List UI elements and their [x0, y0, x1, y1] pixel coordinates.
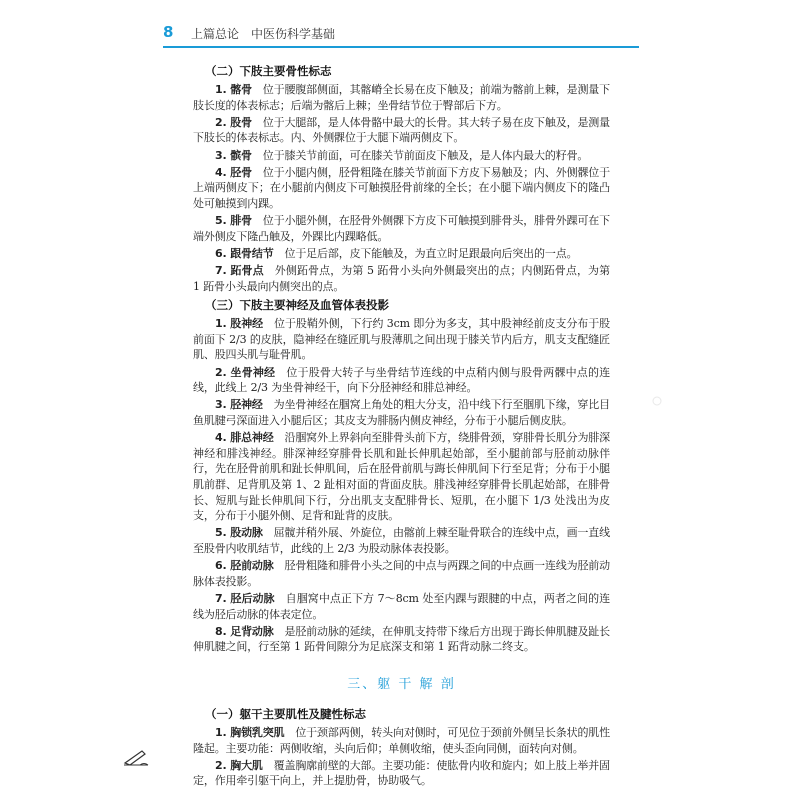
running-title: 上篇总论 中医伤科学基础 — [191, 27, 336, 41]
item-text: 屈髋并稍外展、外旋位，由髂前上棘至耻骨联合的连线中点，画一直线至股骨内收肌结节，此线的上 2/3 为股动脉体表投影。 — [193, 526, 610, 555]
page-body — [193, 60, 610, 790]
item-term: 5. 股动脉 — [215, 526, 263, 540]
item-text: 胫骨粗隆和腓骨小头之间的中点与两踝之间的中点画一连线为胫前动脉体表投影。 — [193, 559, 610, 588]
item-text: 位于腰腹部侧面，其髂嵴全长易在皮下触及；前端为髂前上棘，是测量下肢长度的体表标志；后端为髂后上棘；坐骨结节位于臀部后下方。 — [193, 83, 610, 112]
item-term: 2. 股骨 — [215, 115, 252, 129]
item-term: 4. 腓总神经 — [215, 431, 274, 445]
nerve-vessel-list — [193, 316, 610, 655]
paragraph-item — [193, 246, 610, 262]
header-rule — [163, 46, 639, 48]
section-heading-nerves-vessels: （三）下肢主要神经及血管体表投影 — [205, 298, 389, 313]
paragraph-item — [193, 591, 610, 622]
stain-mark — [652, 396, 662, 406]
paragraph-item — [193, 82, 610, 113]
paragraph-item — [193, 525, 610, 556]
trunk-landmark-list — [193, 725, 610, 789]
paragraph-item — [193, 397, 610, 428]
paragraph-item — [193, 558, 610, 589]
paragraph-item — [193, 213, 610, 244]
paragraph-item — [193, 148, 610, 164]
page-number: 8 — [163, 23, 174, 41]
item-term: 7. 胫后动脉 — [215, 591, 275, 605]
paragraph-item — [193, 316, 610, 363]
item-text: 是胫前动脉的延续，在伸肌支持带下缘后方出现于踇长伸肌腱及趾长伸肌腱之间，行至第 1 跖骨间隙分为足底深支和第 1 跖背动脉二终支。 — [193, 624, 610, 654]
item-term: 4. 胫骨 — [215, 165, 252, 179]
item-term: 6. 跟骨结节 — [215, 246, 274, 260]
item-term: 1. 股神经 — [215, 317, 264, 331]
item-term: 7. 跖骨点 — [215, 264, 264, 278]
item-term: 2. 胸大肌 — [215, 758, 263, 772]
item-text: 位于股鞘外侧，下行约 3cm 即分为多支，其中股神经前皮支分布于股前面下 2/3 的皮肤，隐神经在缝匠肌与股薄肌之间出现于膝关节内后方，肌支支配缝匠肌、股四头肌与耻骨肌。 — [193, 317, 610, 362]
paragraph-item — [193, 430, 610, 524]
item-term: 2. 坐骨神经 — [215, 365, 276, 379]
item-text: 位于小腿内侧，胫骨粗隆在膝关节前面下方皮下易触及；内、外侧髁位于上端两侧皮下；在小腿前内侧皮下可触摸胫骨前缘的全长；在小腿下端内侧皮下的隆凸处可触摸到内踝。 — [193, 165, 610, 210]
item-text: 位于股骨大转子与坐骨结节连线的中点稍内侧与股骨两髁中点的连线，此线上 2/3 为坐骨神经干，向下分胫神经和腓总神经。 — [193, 365, 610, 395]
item-term: 1. 胸锁乳突肌 — [215, 725, 285, 739]
hand-writing-icon — [122, 745, 152, 767]
section-heading-bone-landmarks: （二）下肢主要骨性标志 — [205, 64, 332, 78]
paragraph-item — [193, 725, 610, 756]
page-header — [163, 22, 639, 44]
item-text: 位于颈部两侧，转头向对侧时，可见位于颈前外侧呈长条状的肌性隆起。主要功能：两侧收缩，头向后仰；单侧收缩，使头歪向同侧，面转向对侧。 — [193, 725, 610, 755]
item-text: 位于小腿外侧，在胫骨外侧髁下方皮下可触摸到腓骨头，腓骨外踝可在下端外侧皮下隆凸触及，外踝比内踝略低。 — [193, 214, 610, 243]
item-term: 3. 髌骨 — [215, 148, 252, 162]
item-term: 8. 足背动脉 — [215, 624, 274, 638]
item-text: 覆盖胸廓前壁的大部。主要功能：使肱骨内收和旋内；如上肢上举并固定，作用牵引躯干向上，并上提肋骨，协助吸气。 — [193, 758, 610, 788]
paragraph-item — [193, 758, 610, 789]
item-text: 位于足后部，皮下能触及，为直立时足跟最向后突出的一点。 — [284, 246, 578, 260]
paragraph-item — [193, 115, 610, 146]
section-heading-trunk-landmarks: （一）躯干主要肌性及腱性标志 — [205, 706, 366, 721]
paragraph-item — [193, 624, 610, 655]
item-text: 为坐骨神经在腘窝上角处的粗大分支，沿中线下行至腘肌下缘，穿比目鱼肌腱弓深面进入小腿后区；其皮支为腓肠内侧皮神经，分布于小腿后侧皮肤。 — [193, 398, 610, 428]
item-text: 沿腘窝外上界斜向至腓骨头前下方，绕腓骨颈，穿腓骨长肌分为腓深神经和腓浅神经。腓深神经穿腓骨长肌和趾长伸肌起始部，至小腿前部与胫前动脉伴行，先在胫骨前肌和趾长伸肌间，后在胫骨前肌与踇长伸肌间下行至足背；分布于小腿肌前群、足背肌及第 1、2 趾相对面的背面皮肤。腓浅神经穿腓骨长肌起始部，在腓骨长、短肌与趾长伸肌间下行，分出肌支支配腓骨长、短肌，在小腿下 1/3 处浅出为皮支，分布于小腿外侧、足背和趾背的皮肤。 — [193, 431, 610, 523]
item-text: 自腘窝中点正下方 7～8cm 处至内踝与跟腱的中点，两者之间的连线为胫后动脉的体表定位。 — [193, 591, 610, 621]
item-text: 外侧跖骨点，为第 5 跖骨小头向外侧最突出的点；内侧跖骨点，为第 1 跖骨小头最向内侧突出的点。 — [193, 264, 610, 293]
paragraph-item — [193, 263, 610, 294]
paragraph-item — [193, 365, 610, 396]
item-term: 3. 胫神经 — [215, 398, 263, 412]
item-text: 位于大腿部，是人体骨骼中最大的长骨。其大转子易在皮下触及，是测量下肢长的体表标志。内、外侧髁位于大腿下端两侧皮下。 — [193, 115, 610, 145]
bone-landmark-list — [193, 82, 610, 294]
item-text: 位于膝关节前面，可在膝关节前面皮下触及，是人体内最大的籽骨。 — [262, 148, 589, 162]
item-term: 6. 胫前动脉 — [215, 559, 274, 573]
paragraph-item — [193, 165, 610, 212]
item-term: 1. 髂骨 — [215, 83, 252, 96]
item-term: 5. 腓骨 — [215, 214, 252, 228]
part-heading-trunk: 三、躯 干 解 剖 — [347, 676, 456, 692]
